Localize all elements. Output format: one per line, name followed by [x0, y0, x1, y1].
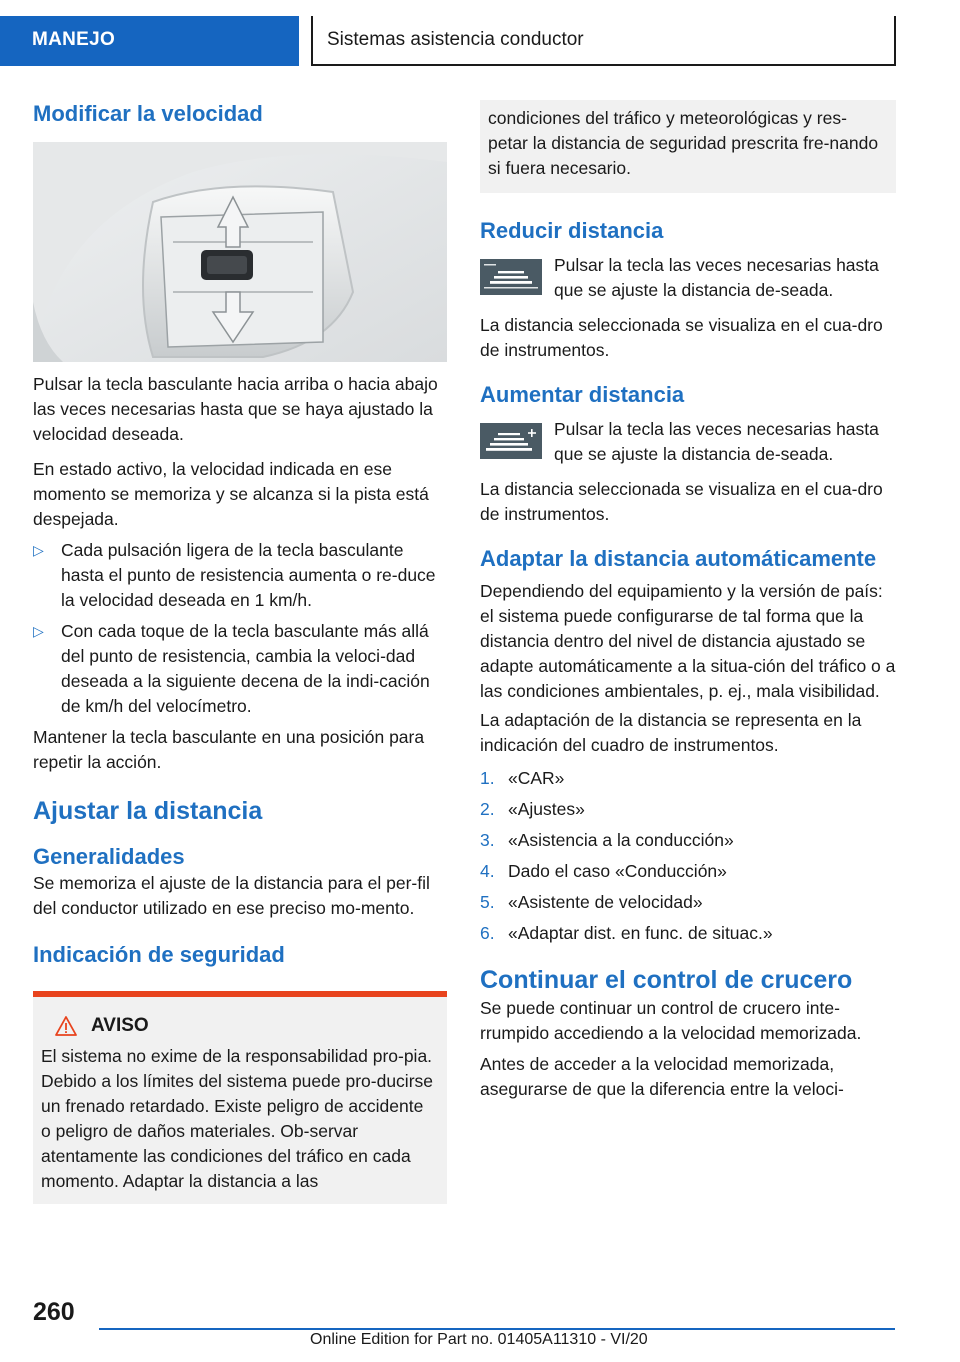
warning-triangle-icon	[55, 1016, 77, 1036]
paragraph-adaptacion: La adaptación de la distancia se representa en la indicación del cuadro de instrumentos.	[480, 710, 862, 755]
step-number: 1.	[480, 768, 495, 788]
step-number: 4.	[480, 861, 495, 881]
paragraph-mantener: Mantener la tecla basculante en una posición para repetir la acción.	[33, 727, 425, 772]
warning-continuation-box	[480, 100, 896, 193]
list-item	[33, 619, 447, 719]
heading-reducir-distancia: Reducir distancia	[480, 218, 664, 243]
heading-ajustar-distancia: Ajustar la distancia	[33, 797, 263, 825]
triangle-bullet-icon: ▷	[33, 623, 44, 639]
step-text: «Asistente de velocidad»	[508, 892, 703, 912]
triangle-bullet-icon: ▷	[33, 542, 44, 558]
heading-generalidades: Generalidades	[33, 844, 185, 869]
distance-reduce-icon	[480, 259, 542, 295]
warning-box	[33, 991, 447, 1204]
warning-text: El sistema no exime de la responsabilidad pro-pia. Debido a los límites del sistema puede pro-ducirse un frenado retardado. Existe peligro de accidente o peligro de daños materiales. Ob-servar atentamente las condiciones del tráfico en cada momento. Adaptar la distancia a las	[41, 1046, 433, 1191]
steering-wheel-rocker-switch-photo	[33, 142, 447, 362]
header-chapter-label: Sistemas asistencia conductor	[327, 29, 584, 50]
paragraph-dependiendo: Dependiendo del equipamiento y la versión de país: el sistema puede configurarse de tal forma que la distancia dentro del nivel de distancia ajustado se adapte automáticamente a la situa-ción del tráfico o a las condiciones ambientales, p. ej., mala visibilidad.	[480, 581, 896, 701]
warning-title: AVISO	[91, 1015, 149, 1036]
right-column	[480, 100, 896, 1102]
step-number: 2.	[480, 799, 495, 819]
list-item	[480, 766, 896, 791]
heading-aumentar-distancia: Aumentar distancia	[480, 382, 685, 407]
heading-continuar-crucero: Continuar el control de crucero	[480, 966, 853, 994]
footer-edition: Online Edition for Part no. 01405A11310 - VI/20	[310, 1331, 648, 1348]
warning-title-row	[55, 1013, 437, 1038]
left-column	[33, 100, 447, 1204]
warning-continuation-text: condiciones del tráfico y meteorológicas y res-petar la distancia de seguridad prescrita fre-nando si fuera necesario.	[488, 108, 879, 178]
step-text: «Asistencia a la conducción»	[508, 830, 734, 850]
header-chapter-box	[311, 16, 896, 66]
paragraph-aumentar-visualiza: La distancia seleccionada se visualiza en el cua-dro de instrumentos.	[480, 479, 883, 524]
list-item-text: Cada pulsación ligera de la tecla basculante hasta el punto de resistencia aumenta o re-duce la velocidad deseada en 1 km/h.	[61, 540, 436, 610]
paragraph-antes-acceder: Antes de acceder a la velocidad memorizada, asegurarse de que la diferencia entre la veloci-	[480, 1054, 844, 1099]
list-item	[480, 828, 896, 853]
numbered-steps-list	[480, 766, 896, 946]
step-number: 3.	[480, 830, 495, 850]
step-text: «CAR»	[508, 768, 565, 788]
increase-instruction	[480, 417, 896, 467]
list-item	[480, 890, 896, 915]
header-section-label: MANEJO	[32, 29, 116, 50]
paragraph-reducir-visualiza: La distancia seleccionada se visualiza en el cua-dro de instrumentos.	[480, 315, 883, 360]
bullet-list	[33, 538, 447, 719]
step-text: Dado el caso «Conducción»	[508, 861, 727, 881]
page-number: 260	[33, 1298, 75, 1326]
step-number: 5.	[480, 892, 495, 912]
increase-instruction-text: Pulsar la tecla las veces necesarias hasta que se ajuste la distancia de-seada.	[554, 419, 879, 464]
footer-divider	[99, 1328, 895, 1330]
distance-increase-icon	[480, 423, 542, 459]
paragraph-estado-activo: En estado activo, la velocidad indicada en ese momento se memoriza y se alcanza si la pista está despejada.	[33, 459, 429, 529]
step-text: «Ajustes»	[508, 799, 585, 819]
heading-modificar-velocidad: Modificar la velocidad	[33, 101, 263, 126]
header-section-tab	[0, 16, 299, 66]
step-number: 6.	[480, 923, 495, 943]
list-item-text: Con cada toque de la tecla basculante más allá del punto de resistencia, cambia la veloci-dad deseada a la siguiente decena de la indi-cación de km/h del velocímetro.	[61, 621, 430, 716]
reduce-instruction-text: Pulsar la tecla las veces necesarias hasta que se ajuste la distancia de-seada.	[554, 255, 879, 300]
list-item	[480, 797, 896, 822]
paragraph-pulsar: Pulsar la tecla basculante hacia arriba o hacia abajo las veces necesarias hasta que se haya ajustado la velocidad deseada.	[33, 374, 438, 444]
list-item	[480, 859, 896, 884]
step-text: «Adaptar dist. en func. de situac.»	[508, 923, 773, 943]
list-item	[480, 921, 896, 946]
heading-adaptar-distancia: Adaptar la distancia automáticamente	[480, 546, 877, 571]
heading-indicacion-seguridad: Indicación de seguridad	[33, 942, 285, 967]
paragraph-continuar: Se puede continuar un control de crucero inte-rrumpido accediendo a la velocidad memorizada.	[480, 998, 862, 1043]
list-item	[33, 538, 447, 613]
reduce-instruction	[480, 253, 896, 303]
paragraph-memoriza: Se memoriza el ajuste de la distancia para el per-fil del conductor utilizado en ese preciso mo-mento.	[33, 873, 430, 918]
